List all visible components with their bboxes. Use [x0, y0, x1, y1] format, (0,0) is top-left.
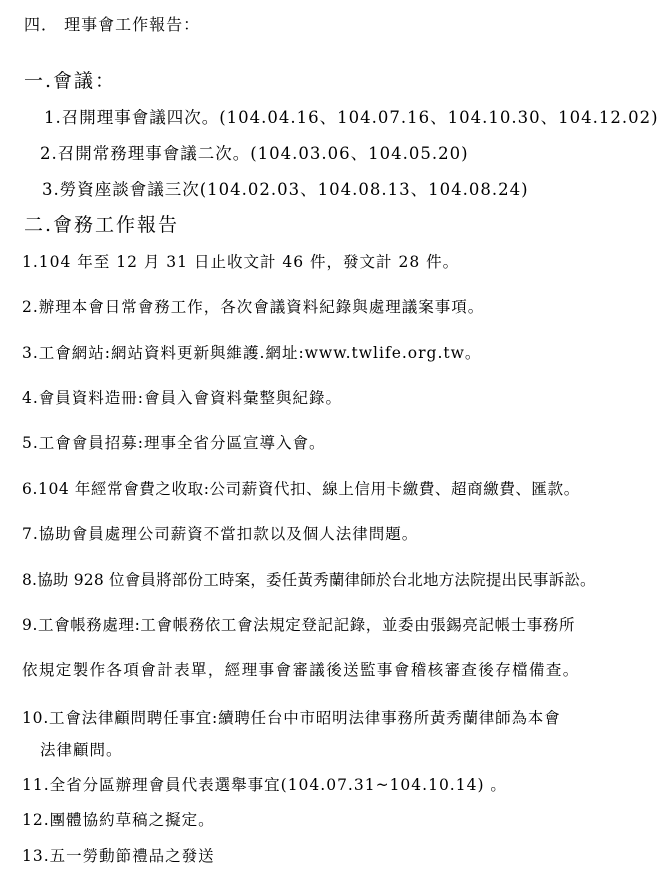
work-item-10: 10.工會法律顧問聘任事宜:續聘任台中市昭明法律事務所黃秀蘭律師為本會	[22, 709, 561, 727]
work-item-6: 6.104 年經常會費之收取:公司薪資代扣、線上信用卡繳費、超商繳費、匯款。	[22, 480, 580, 498]
work-item-9: 9.工會帳務處理:工會帳務依工會法規定登記記錄，並委由張錫亮記帳士事務所	[22, 616, 576, 634]
section-meetings-title: 一.會議：	[24, 70, 117, 92]
work-item-3: 3.工會網站:網站資料更新與維護.網址:www.twlife.org.tw。	[22, 344, 482, 362]
work-item-10-continued: 法律顧問。	[40, 741, 123, 759]
work-item-1: 1.104 年至 12 月 31 日止收文計 46 件，發文計 28 件。	[22, 253, 460, 271]
meeting-item-1: 1.召開理事會議四次。(104.04.16、104.07.16、104.10.30、104.12.02)	[44, 108, 659, 127]
section-work-report-title: 二.會務工作報告	[24, 214, 180, 236]
work-item-2: 2.辦理本會日常會務工作，各次會議資料紀錄與處理議案事項。	[22, 298, 485, 316]
work-item-12: 12.團體協約草稿之擬定。	[22, 811, 215, 829]
work-item-11: 11.全省分區辦理會員代表選舉事宜(104.07.31~104.10.14) 。	[22, 776, 507, 794]
work-item-8: 8.協助 928 位會員將部份工時案，委任黃秀蘭律師於台北地方法院提出民事訴訟。	[22, 571, 596, 589]
meeting-item-3: 3.勞資座談會議三次(104.02.03、104.08.13、104.08.24)	[42, 180, 529, 199]
work-item-13: 13.五一勞動節禮品之發送	[22, 847, 215, 865]
work-item-4: 4.會員資料造冊:會員入會資料彙整與紀錄。	[22, 389, 343, 407]
work-item-9-continued: 依規定製作各項會計表單，經理事會審議後送監事會稽核審查後存檔備查。	[22, 661, 580, 679]
work-item-5: 5.工會會員招募:理事全省分區宣導入會。	[22, 434, 326, 452]
report-heading: 四． 理事會工作報告：	[24, 15, 201, 34]
meeting-item-2: 2.召開常務理事會議二次。(104.03.06、104.05.20)	[40, 144, 469, 163]
work-item-7: 7.協助會員處理公司薪資不當扣款以及個人法律問題。	[22, 525, 419, 543]
